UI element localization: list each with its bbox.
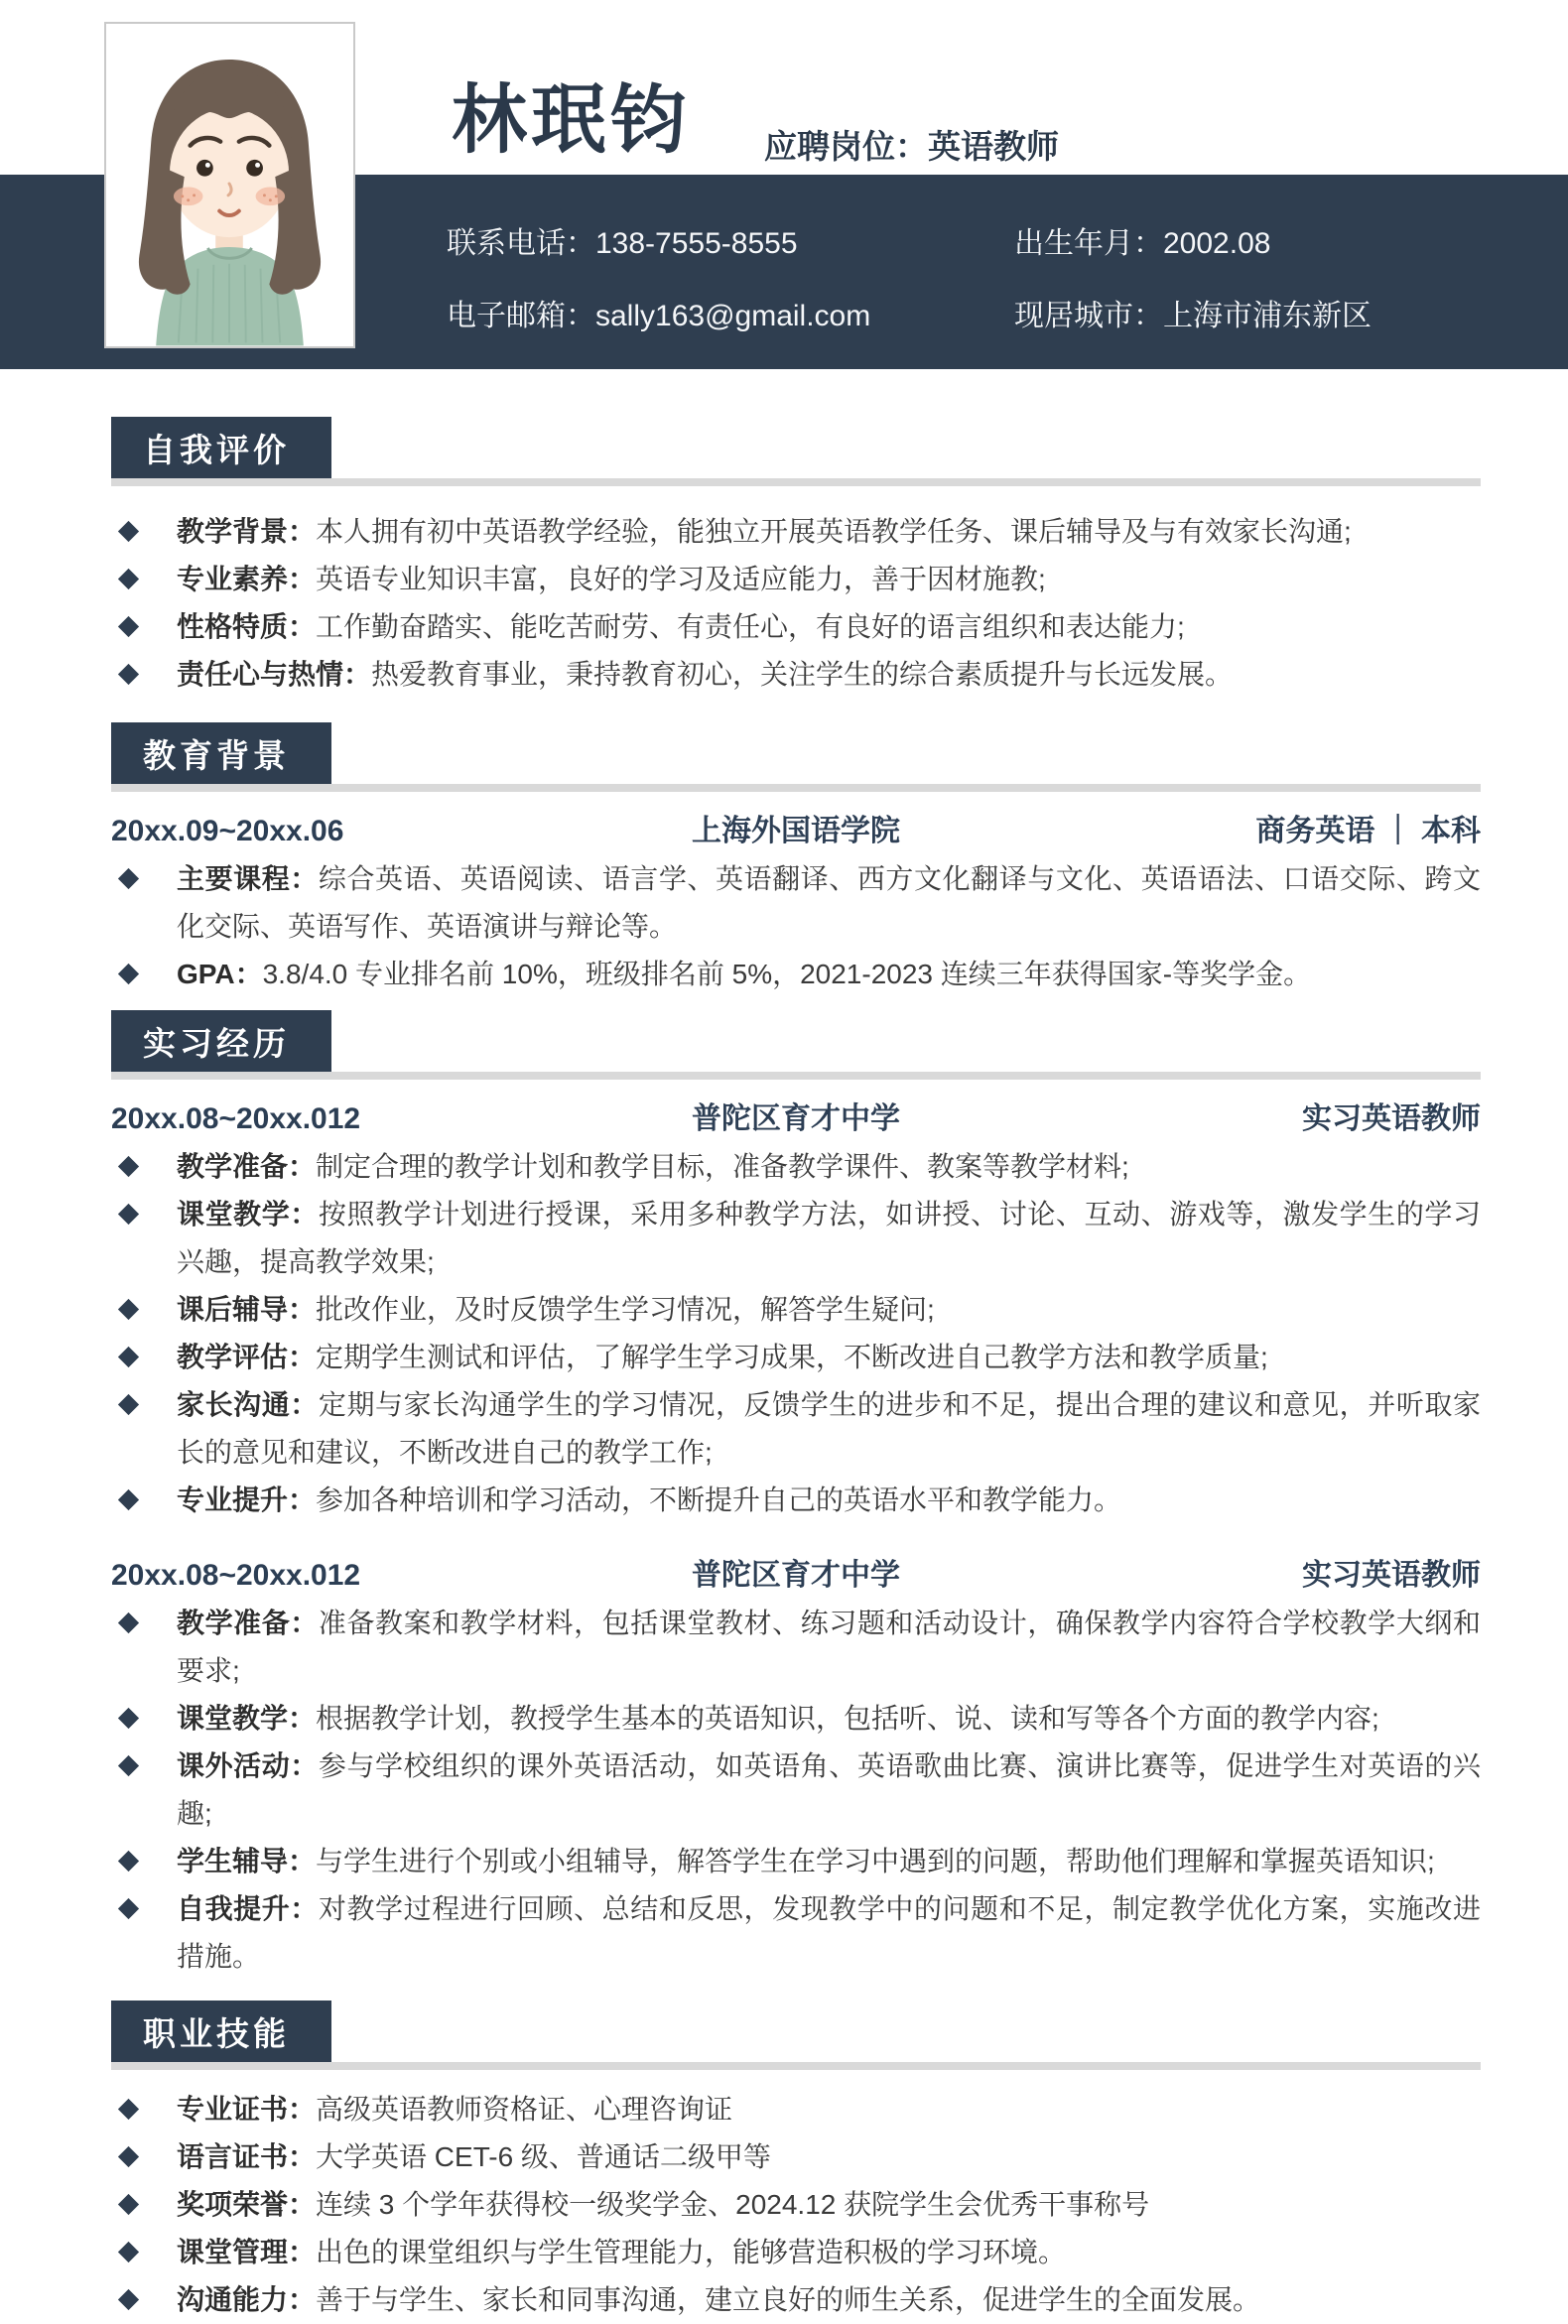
list-item (111, 1381, 1481, 1477)
list-item (111, 2181, 1481, 2229)
bullet-text: 参加各种培训和学习活动，不断提升自己的英语水平和教学能力。 (316, 1485, 1122, 1515)
bullet-text: 定期与家长沟通学生的学习情况，反馈学生的进步和不足，提出合理的建议和意见，并听取家长的意见和建议，不断改进自己的教学工作; (177, 1389, 1481, 1468)
internship-org: 普陀区育才中学 (692, 1102, 900, 1135)
bullet-label: 课堂教学： (177, 1199, 319, 1229)
bullet-text: 善于与学生、家长和同事沟通，建立良好的师生关系，促进学生的全面发展。 (316, 2284, 1261, 2315)
diamond-bullet-icon (118, 1613, 139, 1633)
profile-photo (104, 22, 355, 348)
diamond-bullet-icon (118, 2146, 139, 2167)
contact-city-label: 现居城市： (1014, 300, 1163, 332)
contact-email-label: 电子邮箱： (447, 300, 595, 332)
list-item (111, 1143, 1481, 1191)
diamond-bullet-icon (118, 1299, 139, 1320)
bullet-text: 定期学生测试和评估，了解学生学习成果，不断改进自己教学方法和教学质量; (316, 1342, 1268, 1372)
diamond-bullet-icon (118, 1489, 139, 1510)
bullet-text: 出色的课堂组织与学生管理能力，能够营造积极的学习环境。 (316, 2237, 1067, 2267)
diamond-bullet-icon (118, 664, 139, 685)
list-item (111, 2229, 1481, 2276)
section-skills (111, 2001, 1481, 2324)
bullet-label: 课堂管理： (177, 2237, 317, 2267)
bullet-label: 教学背景： (177, 516, 317, 547)
list-item (111, 1885, 1481, 1981)
bullet-text: 连续 3 个学年获得校一级奖学金、2024.12 获院学生会优秀干事称号 (316, 2189, 1150, 2220)
list-item (111, 1477, 1481, 1524)
resume-body (111, 417, 1481, 2324)
avatar-illustration (106, 24, 353, 346)
bullet-text: 对教学过程进行回顾、总结和反思，发现教学中的问题和不足，制定教学优化方案，实施改进措施。 (177, 1893, 1481, 1972)
candidate-name: 林珉钧 (452, 78, 690, 163)
section-title-education: 教育背景 (111, 722, 331, 784)
bullet-label: 专业提升： (177, 1485, 317, 1515)
bullet-label: 专业素养： (177, 564, 317, 594)
internship-period: 20xx.08~20xx.012 (111, 1559, 361, 1592)
bullet-label: 教学准备： (177, 1608, 319, 1638)
section-divider (111, 784, 1481, 792)
diamond-bullet-icon (118, 1347, 139, 1367)
bullet-text: 3.8/4.0 专业排名前 10%，班级排名前 5%，2021-2023 连续三年获得国家-等奖学金。 (262, 959, 1312, 989)
section-internship (111, 1010, 1481, 1981)
internship-list-2 (111, 1600, 1481, 1981)
education-degree: 商务英语 ｜ 本科 (1255, 815, 1481, 847)
bullet-label: 语言证书： (177, 2141, 317, 2172)
list-item (111, 1838, 1481, 1885)
diamond-bullet-icon (118, 868, 139, 889)
section-title-self-evaluation: 自我评价 (111, 417, 331, 478)
diamond-bullet-icon (118, 1708, 139, 1729)
bullet-text: 制定合理的教学计划和教学目标，准备教学课件、教案等教学材料; (316, 1151, 1129, 1182)
bullet-label: 家长沟通： (177, 1389, 319, 1420)
internship-period: 20xx.08~20xx.012 (111, 1102, 361, 1135)
bullet-label: 课后辅导： (177, 1294, 317, 1325)
contact-birth (1014, 227, 1270, 261)
list-item (111, 2086, 1481, 2133)
bullet-text: 工作勤奋踏实、能吃苦耐劳、有责任心，有良好的语言组织和表达能力; (316, 611, 1185, 642)
bullet-label: 责任心与热情： (177, 659, 372, 690)
education-row (111, 808, 1481, 855)
bullet-label: 性格特质： (177, 611, 317, 642)
contact-phone-label: 联系电话： (447, 227, 595, 260)
bullet-text: 英语专业知识丰富，良好的学习及适应能力，善于因材施教; (316, 564, 1046, 594)
contact-phone-value: 138-7555-8555 (595, 227, 798, 260)
bullet-text: 综合英语、英语阅读、语言学、英语翻译、西方文化翻译与文化、英语语法、口语交际、跨文化交际、英语写作、英语演讲与辩论等。 (177, 863, 1481, 942)
list-item (111, 603, 1481, 651)
diamond-bullet-icon (118, 616, 139, 637)
internship-row (111, 1096, 1481, 1143)
bullet-label: GPA： (177, 959, 263, 989)
diamond-bullet-icon (118, 569, 139, 589)
section-self-evaluation (111, 417, 1481, 699)
internship-block-2 (111, 1552, 1481, 1981)
applied-position: 应聘岗位：英语教师 (764, 128, 1059, 165)
bullet-label: 学生辅导： (177, 1846, 317, 1876)
list-item (111, 2276, 1481, 2324)
internship-role: 实习英语教师 (1302, 1102, 1481, 1135)
bullet-label: 教学准备： (177, 1151, 317, 1182)
list-item (111, 1191, 1481, 1286)
bullet-label: 奖项荣誉： (177, 2189, 317, 2220)
self-evaluation-list (111, 508, 1481, 699)
diamond-bullet-icon (118, 1156, 139, 1177)
list-item (111, 855, 1481, 951)
education-period: 20xx.09~20xx.06 (111, 815, 344, 847)
internship-block-1 (111, 1096, 1481, 1524)
section-divider (111, 2062, 1481, 2070)
contact-email-value: sally163@gmail.com (595, 300, 871, 332)
diamond-bullet-icon (118, 2289, 139, 2310)
contact-birth-label: 出生年月： (1014, 227, 1163, 260)
bullet-text: 高级英语教师资格证、心理咨询证 (316, 2094, 733, 2125)
section-divider (111, 1072, 1481, 1080)
internship-role: 实习英语教师 (1302, 1559, 1481, 1592)
list-item (111, 1743, 1481, 1838)
diamond-bullet-icon (118, 1851, 139, 1872)
bullet-label: 专业证书： (177, 2094, 317, 2125)
list-item (111, 1600, 1481, 1695)
contact-city-value: 上海市浦东新区 (1163, 300, 1372, 332)
bullet-text: 准备教案和教学材料，包括课堂教材、练习题和活动设计，确保教学内容符合学校教学大纲和要求; (177, 1608, 1481, 1686)
skills-list (111, 2086, 1481, 2324)
contact-city (1014, 300, 1372, 333)
bullet-text: 与学生进行个别或小组辅导，解答学生在学习中遇到的问题，帮助他们理解和掌握英语知识; (316, 1846, 1435, 1876)
bullet-text: 按照教学计划进行授课，采用多种教学方法，如讲授、讨论、互动、游戏等，激发学生的学习兴趣，提高教学效果; (177, 1199, 1481, 1277)
bullet-label: 主要课程： (177, 863, 319, 894)
list-item (111, 951, 1481, 998)
internship-list-1 (111, 1143, 1481, 1524)
internship-org: 普陀区育才中学 (692, 1559, 900, 1592)
list-item (111, 1334, 1481, 1381)
contact-phone (447, 227, 798, 261)
diamond-bullet-icon (118, 2194, 139, 2215)
list-item (111, 1286, 1481, 1334)
diamond-bullet-icon (118, 1394, 139, 1415)
list-item (111, 651, 1481, 699)
section-education (111, 722, 1481, 998)
bullet-text: 大学英语 CET-6 级、普通话二级甲等 (316, 2141, 771, 2172)
list-item (111, 556, 1481, 603)
section-title-internship: 实习经历 (111, 1010, 331, 1072)
diamond-bullet-icon (118, 521, 139, 542)
bullet-text: 热爱教育事业，秉持教育初心，关注学生的综合素质提升与长远发展。 (371, 659, 1234, 690)
diamond-bullet-icon (118, 1204, 139, 1225)
bullet-text: 参与学校组织的课外英语活动，如英语角、英语歌曲比赛、演讲比赛等，促进学生对英语的兴趣; (177, 1750, 1481, 1829)
list-item (111, 508, 1481, 556)
list-item (111, 2133, 1481, 2181)
contact-email (447, 300, 870, 333)
list-item (111, 1695, 1481, 1743)
bullet-label: 教学评估： (177, 1342, 317, 1372)
diamond-bullet-icon (118, 1898, 139, 1919)
bullet-label: 自我提升： (177, 1893, 319, 1924)
internship-row (111, 1552, 1481, 1600)
diamond-bullet-icon (118, 2099, 139, 2120)
bullet-label: 沟通能力： (177, 2284, 317, 2315)
diamond-bullet-icon (118, 2242, 139, 2262)
bullet-text: 批改作业，及时反馈学生学习情况，解答学生疑问; (316, 1294, 935, 1325)
bullet-text: 根据教学计划，教授学生基本的英语知识，包括听、说、读和写等各个方面的教学内容; (316, 1703, 1379, 1734)
diamond-bullet-icon (118, 964, 139, 984)
bullet-text: 本人拥有初中英语教学经验，能独立开展英语教学任务、课后辅导及与有效家长沟通; (316, 516, 1352, 547)
bullet-label: 课外活动： (177, 1750, 319, 1781)
section-title-skills: 职业技能 (111, 2001, 331, 2062)
contact-birth-value: 2002.08 (1163, 227, 1271, 260)
diamond-bullet-icon (118, 1755, 139, 1776)
education-list (111, 855, 1481, 998)
education-school: 上海外国语学院 (692, 815, 900, 847)
section-divider (111, 478, 1481, 486)
bullet-label: 课堂教学： (177, 1703, 317, 1734)
